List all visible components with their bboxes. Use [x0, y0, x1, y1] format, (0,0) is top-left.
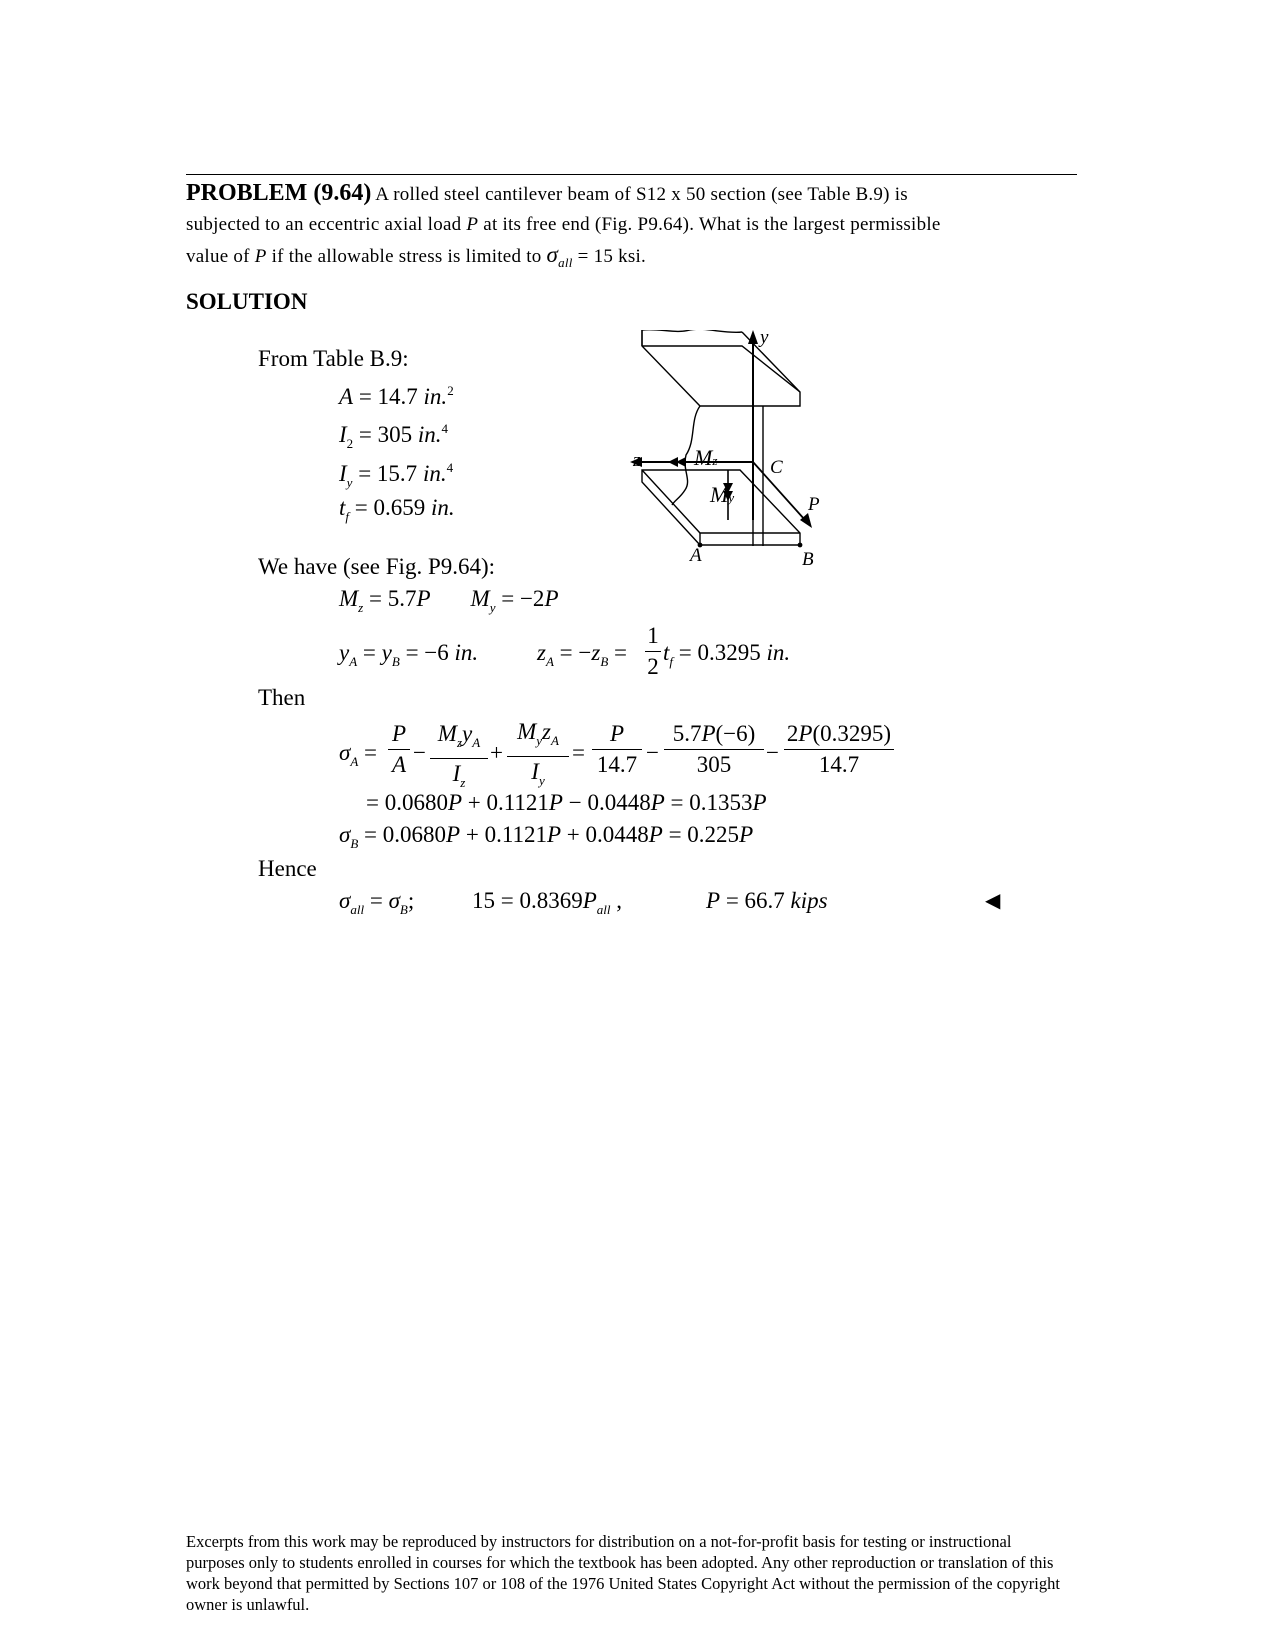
coord-z: $z_A = -z_B$ = [537, 640, 627, 669]
problem-line3c: if the allowable stress is limited to [266, 246, 547, 267]
op-eq: = [572, 740, 585, 765]
prop-tf: $t_f = 0.659$ in. [339, 495, 455, 524]
beam-figure [630, 330, 830, 570]
final-equation: $15 = 0.8369P_{all}$ , [472, 888, 623, 917]
top-flange [642, 330, 800, 406]
frac-My-zA-over-Iy: $M_yz_A$ $I_y$ [507, 719, 569, 794]
problem-line3d: = 15 ksi. [572, 246, 646, 267]
problem-line3-P: P [254, 246, 267, 267]
problem-line3a: value of [186, 246, 255, 267]
prop-Iy: $I_y = 15.7$ in.$^4$ [339, 460, 454, 490]
frac-P-over-14.7: P 14.7 [592, 721, 642, 778]
frac-2P-over-14.7: 2P(0.3295) 14.7 [784, 721, 894, 778]
we-have-label: We have (see Fig. P9.64): [258, 554, 496, 579]
copyright-footer: Excerpts from this work may be reproduced by instructors for distribution on a not-for-profit basis for testing or instructional purposes only to students enrolled in courses for which the textbook has been adopted. Any other reproduction or translation of this work beyond that permitted by Sections 107 or 108 of the 1976 United States Copyright Act without the permission of the copyright owner is unlawful. [186, 1532, 1060, 1614]
fig-label-z: z [633, 450, 641, 471]
sigma-symbol: σ [546, 242, 559, 267]
fig-label-P: P [808, 494, 820, 515]
fig-label-y: y [760, 327, 769, 348]
problem-line2c: at its free end (Fig. P9.64). What is the largest permissible [478, 214, 941, 235]
then-label: Then [258, 685, 306, 710]
final-condition: $\sigma_{all} = \sigma_B$; [339, 888, 415, 917]
problem-line2a: subjected to an eccentric axial load [186, 214, 467, 235]
frac-5.7P-over-305: 5.7P(−6) 305 [664, 721, 764, 778]
fig-label-B: B [802, 549, 814, 570]
op-minus-1: − [413, 740, 426, 765]
hence-label: Hence [258, 856, 317, 881]
coord-y: $y_A = y_B = -6$ in. [339, 640, 479, 669]
prop-I2: $I_2 = 305$ in.$^4$ [339, 421, 449, 451]
moment-values: $M_z = 5.7P$ $M_y = -2P$ [339, 586, 559, 615]
fig-label-C: C [770, 457, 783, 478]
prop-area: A = 14.7 in.$^2$ [339, 383, 454, 409]
half-fraction: 1 2 [645, 623, 661, 680]
sigma-sub: all [558, 255, 573, 270]
top-rule [186, 174, 1077, 175]
problem-line1: A rolled steel cantilever beam of S12 x 50 section (see Table B.9) is [375, 184, 908, 205]
frac-P-over-A: P A [388, 721, 410, 778]
sigmaA-result: = 0.0680P + 0.1121P − 0.0448P = 0.1353P [366, 790, 767, 815]
solution-title: SOLUTION [186, 289, 308, 314]
final-answer: P = 66.7 kips [706, 888, 828, 913]
coord-z-value: $t_f = 0.3295$ in. [663, 640, 791, 669]
from-table-label: From Table B.9: [258, 346, 409, 371]
problem-line2-P: P [466, 214, 479, 235]
answer-marker-icon: ◀ [985, 888, 1001, 912]
fig-label-A: A [690, 545, 702, 566]
sigmaA-lhs: $\sigma_A$ = [339, 740, 378, 769]
fig-label-Mz: Mz [694, 445, 718, 470]
sigmaB-result: $\sigma_B = 0.0680P + 0.1121P + 0.0448P = 0.225P$ [339, 822, 754, 851]
op-minus-2: − [646, 740, 659, 765]
problem-heading: PROBLEM (9.64) [186, 180, 372, 206]
op-plus-1: + [490, 740, 503, 765]
problem-statement [186, 178, 1106, 278]
y-axis-arrowhead [748, 330, 758, 344]
fig-label-My: My [710, 482, 735, 507]
frac-Mz-yA-over-Iz: $M_zy_A$ $I_z$ [430, 721, 488, 796]
op-minus-3: − [766, 740, 779, 765]
